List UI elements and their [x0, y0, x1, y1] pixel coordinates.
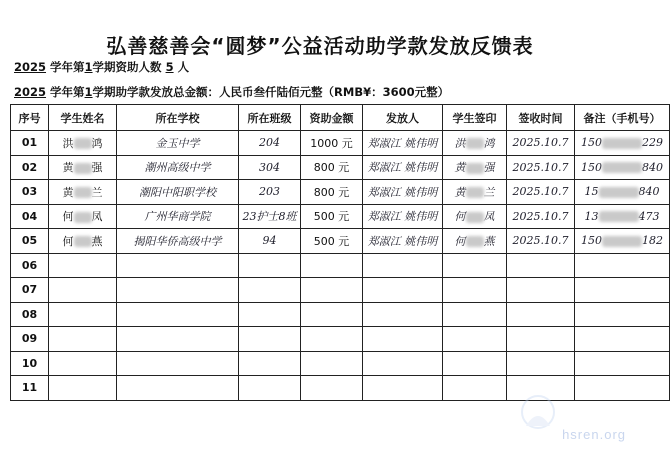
cell-date: 2025.10.7: [507, 229, 575, 254]
cell-school: [117, 278, 239, 303]
redaction-mark: [74, 187, 92, 198]
recipient-count-line: [14, 59, 189, 75]
cell-no: 04: [11, 204, 49, 229]
cell-phone-note: [575, 351, 670, 376]
term-number: 1: [84, 60, 93, 74]
cell-date: [507, 278, 575, 303]
col-header-name: 学生姓名: [49, 105, 117, 131]
redaction-mark: [74, 138, 92, 149]
text-part: 840: [638, 185, 660, 199]
cell-student-name: [49, 229, 117, 254]
redaction-mark: [466, 187, 484, 198]
cell-no: 09: [11, 327, 49, 352]
text-part: 黄: [62, 185, 74, 199]
cell-class: [239, 278, 301, 303]
table-row: [11, 302, 670, 327]
info-text: 学年第: [50, 85, 85, 99]
table-header-row: [11, 105, 670, 131]
cell-no: 07: [11, 278, 49, 303]
text-part: 燕: [483, 234, 495, 248]
cell-school: [117, 351, 239, 376]
cell-phone-note: [575, 253, 670, 278]
cell-class: [239, 253, 301, 278]
text-part: 凤: [483, 210, 495, 224]
table-row: [11, 229, 670, 254]
cell-class: [239, 351, 301, 376]
cell-signature: [443, 155, 507, 180]
cell-signature: [443, 376, 507, 401]
cell-no: 05: [11, 229, 49, 254]
redaction-mark: [466, 212, 484, 223]
cell-signature: [443, 302, 507, 327]
text-part: 182: [642, 234, 663, 248]
cell-student-name: [49, 204, 117, 229]
cell-class: [239, 302, 301, 327]
redaction-mark: [74, 163, 92, 174]
table-row: [11, 131, 670, 156]
cell-issuer: 郑淑江 姚伟明: [363, 155, 443, 180]
text-part: 何: [454, 234, 466, 248]
cell-date: [507, 253, 575, 278]
cell-issuer: [363, 253, 443, 278]
cell-no: 03: [11, 180, 49, 205]
cell-school: [117, 253, 239, 278]
cell-date: 2025.10.7: [507, 131, 575, 156]
cell-no: 01: [11, 131, 49, 156]
cell-issuer: [363, 302, 443, 327]
cell-school: 潮州高级中学: [117, 155, 239, 180]
col-header-issuer: 发放人: [363, 105, 443, 131]
cell-student-name: [49, 302, 117, 327]
info-text: 学期资助人数: [92, 60, 162, 74]
cell-class: [239, 376, 301, 401]
cell-student-name: [49, 351, 117, 376]
cell-phone-note: [575, 204, 670, 229]
cell-signature: [443, 131, 507, 156]
cell-no: 06: [11, 253, 49, 278]
col-header-note: 备注（手机号）: [575, 105, 670, 131]
cell-signature: [443, 253, 507, 278]
cell-school: [117, 302, 239, 327]
col-header-class: 所在班级: [239, 105, 301, 131]
cell-school: [117, 376, 239, 401]
cell-issuer: 郑淑江 姚伟明: [363, 180, 443, 205]
cell-date: 2025.10.7: [507, 204, 575, 229]
col-header-no: 序号: [11, 105, 49, 131]
cell-date: 2025.10.7: [507, 180, 575, 205]
cell-signature: [443, 204, 507, 229]
cell-signature: [443, 351, 507, 376]
col-header-amount: 资助金额: [301, 105, 363, 131]
cell-phone-note: [575, 327, 670, 352]
cell-school: 潮阳中阳职学校: [117, 180, 239, 205]
total-amount-line: [14, 84, 449, 100]
cell-phone-note: [575, 180, 670, 205]
table-row: [11, 327, 670, 352]
cell-phone-note: [575, 302, 670, 327]
cell-phone-note: [575, 131, 670, 156]
cell-student-name: [49, 253, 117, 278]
cell-issuer: [363, 376, 443, 401]
cell-student-name: [49, 278, 117, 303]
cell-date: [507, 302, 575, 327]
cell-amount: [301, 327, 363, 352]
table-row: [11, 253, 670, 278]
cell-issuer: [363, 327, 443, 352]
text-part: 凤: [91, 210, 103, 224]
cell-no: 08: [11, 302, 49, 327]
text-part: 黄: [454, 185, 466, 199]
cell-amount: 800 元: [301, 180, 363, 205]
cell-signature: [443, 180, 507, 205]
cell-issuer: [363, 351, 443, 376]
text-part: 燕: [91, 234, 103, 248]
cell-no: 10: [11, 351, 49, 376]
cell-issuer: 郑淑江 姚伟明: [363, 204, 443, 229]
redaction-mark: [74, 236, 92, 247]
table-row: [11, 278, 670, 303]
text-part: 何: [62, 234, 74, 248]
table-row: [11, 351, 670, 376]
total-amount-text: 学期助学款发放总金额：人民币叁仟陆佰元整（RMB¥：3600元整）: [92, 85, 450, 99]
table-row: [11, 204, 670, 229]
text-part: 13: [584, 209, 599, 223]
term-number: 1: [84, 85, 93, 99]
cell-student-name: [49, 155, 117, 180]
cell-class: 204: [239, 131, 301, 156]
cell-amount: [301, 253, 363, 278]
text-part: 840: [642, 160, 663, 174]
cell-signature: [443, 229, 507, 254]
text-part: 兰: [91, 185, 103, 199]
cell-class: [239, 327, 301, 352]
col-header-date: 签收时间: [507, 105, 575, 131]
cell-amount: 500 元: [301, 204, 363, 229]
redaction-mark: [74, 212, 92, 223]
cell-school: 广州华商学院: [117, 204, 239, 229]
cell-student-name: [49, 180, 117, 205]
cell-signature: [443, 327, 507, 352]
redaction-mark: [599, 187, 639, 198]
text-part: 何: [62, 210, 74, 224]
text-part: 洪: [62, 136, 74, 150]
cell-issuer: 郑淑江 姚伟明: [363, 131, 443, 156]
cell-class: 203: [239, 180, 301, 205]
text-part: 229: [642, 136, 663, 150]
col-header-school: 所在学校: [117, 105, 239, 131]
redaction-mark: [466, 163, 484, 174]
text-part: 强: [91, 161, 103, 175]
text-part: 150: [581, 160, 602, 174]
cell-phone-note: [575, 155, 670, 180]
text-part: 473: [638, 209, 660, 223]
cell-amount: [301, 351, 363, 376]
school-year: 2025: [14, 85, 47, 99]
cell-class: 304: [239, 155, 301, 180]
cell-no: 02: [11, 155, 49, 180]
cell-signature: [443, 278, 507, 303]
school-year: 2025: [14, 60, 47, 74]
cell-student-name: [49, 131, 117, 156]
cell-date: 2025.10.7: [507, 155, 575, 180]
text-part: 洪: [454, 136, 466, 150]
text-part: 黄: [454, 161, 466, 175]
text-part: 黄: [62, 161, 74, 175]
redaction-mark: [466, 236, 484, 247]
cell-school: 金玉中学: [117, 131, 239, 156]
cell-amount: [301, 302, 363, 327]
cell-amount: 800 元: [301, 155, 363, 180]
text-part: 150: [581, 136, 602, 150]
info-text: 人: [177, 60, 190, 74]
redaction-mark: [599, 211, 639, 222]
disbursement-table: [10, 104, 670, 401]
text-part: 鸿: [91, 136, 103, 150]
cell-issuer: 郑淑江 姚伟明: [363, 229, 443, 254]
info-text: 学年第: [50, 60, 85, 74]
cell-phone-note: [575, 278, 670, 303]
cell-student-name: [49, 376, 117, 401]
cell-amount: [301, 376, 363, 401]
text-part: 何: [454, 210, 466, 224]
col-header-signature: 学生签印: [443, 105, 507, 131]
redaction-mark: [466, 138, 484, 149]
cell-class: 23护士8班: [239, 204, 301, 229]
cell-school: [117, 327, 239, 352]
document-title: 弘善慈善会“圆梦”公益活动助学款发放反馈表: [106, 34, 534, 58]
redaction-mark: [602, 236, 642, 247]
cell-student-name: [49, 327, 117, 352]
cell-amount: [301, 278, 363, 303]
cell-school: 揭阳华侨高级中学: [117, 229, 239, 254]
text-part: 鸿: [483, 136, 495, 150]
cell-class: 94: [239, 229, 301, 254]
cell-issuer: [363, 278, 443, 303]
cell-amount: 500 元: [301, 229, 363, 254]
text-part: 150: [581, 234, 602, 248]
table-row: [11, 180, 670, 205]
cell-no: 11: [11, 376, 49, 401]
redaction-mark: [602, 138, 642, 149]
cell-date: [507, 327, 575, 352]
cell-date: [507, 351, 575, 376]
text-part: 15: [584, 185, 599, 199]
recipient-count: 5: [165, 60, 174, 74]
table-row: [11, 155, 670, 180]
redaction-mark: [602, 162, 642, 173]
text-part: 强: [483, 161, 495, 175]
watermark-text: hsren.org: [562, 427, 626, 442]
cell-amount: 1000 元: [301, 131, 363, 156]
cell-phone-note: [575, 229, 670, 254]
text-part: 兰: [483, 185, 495, 199]
